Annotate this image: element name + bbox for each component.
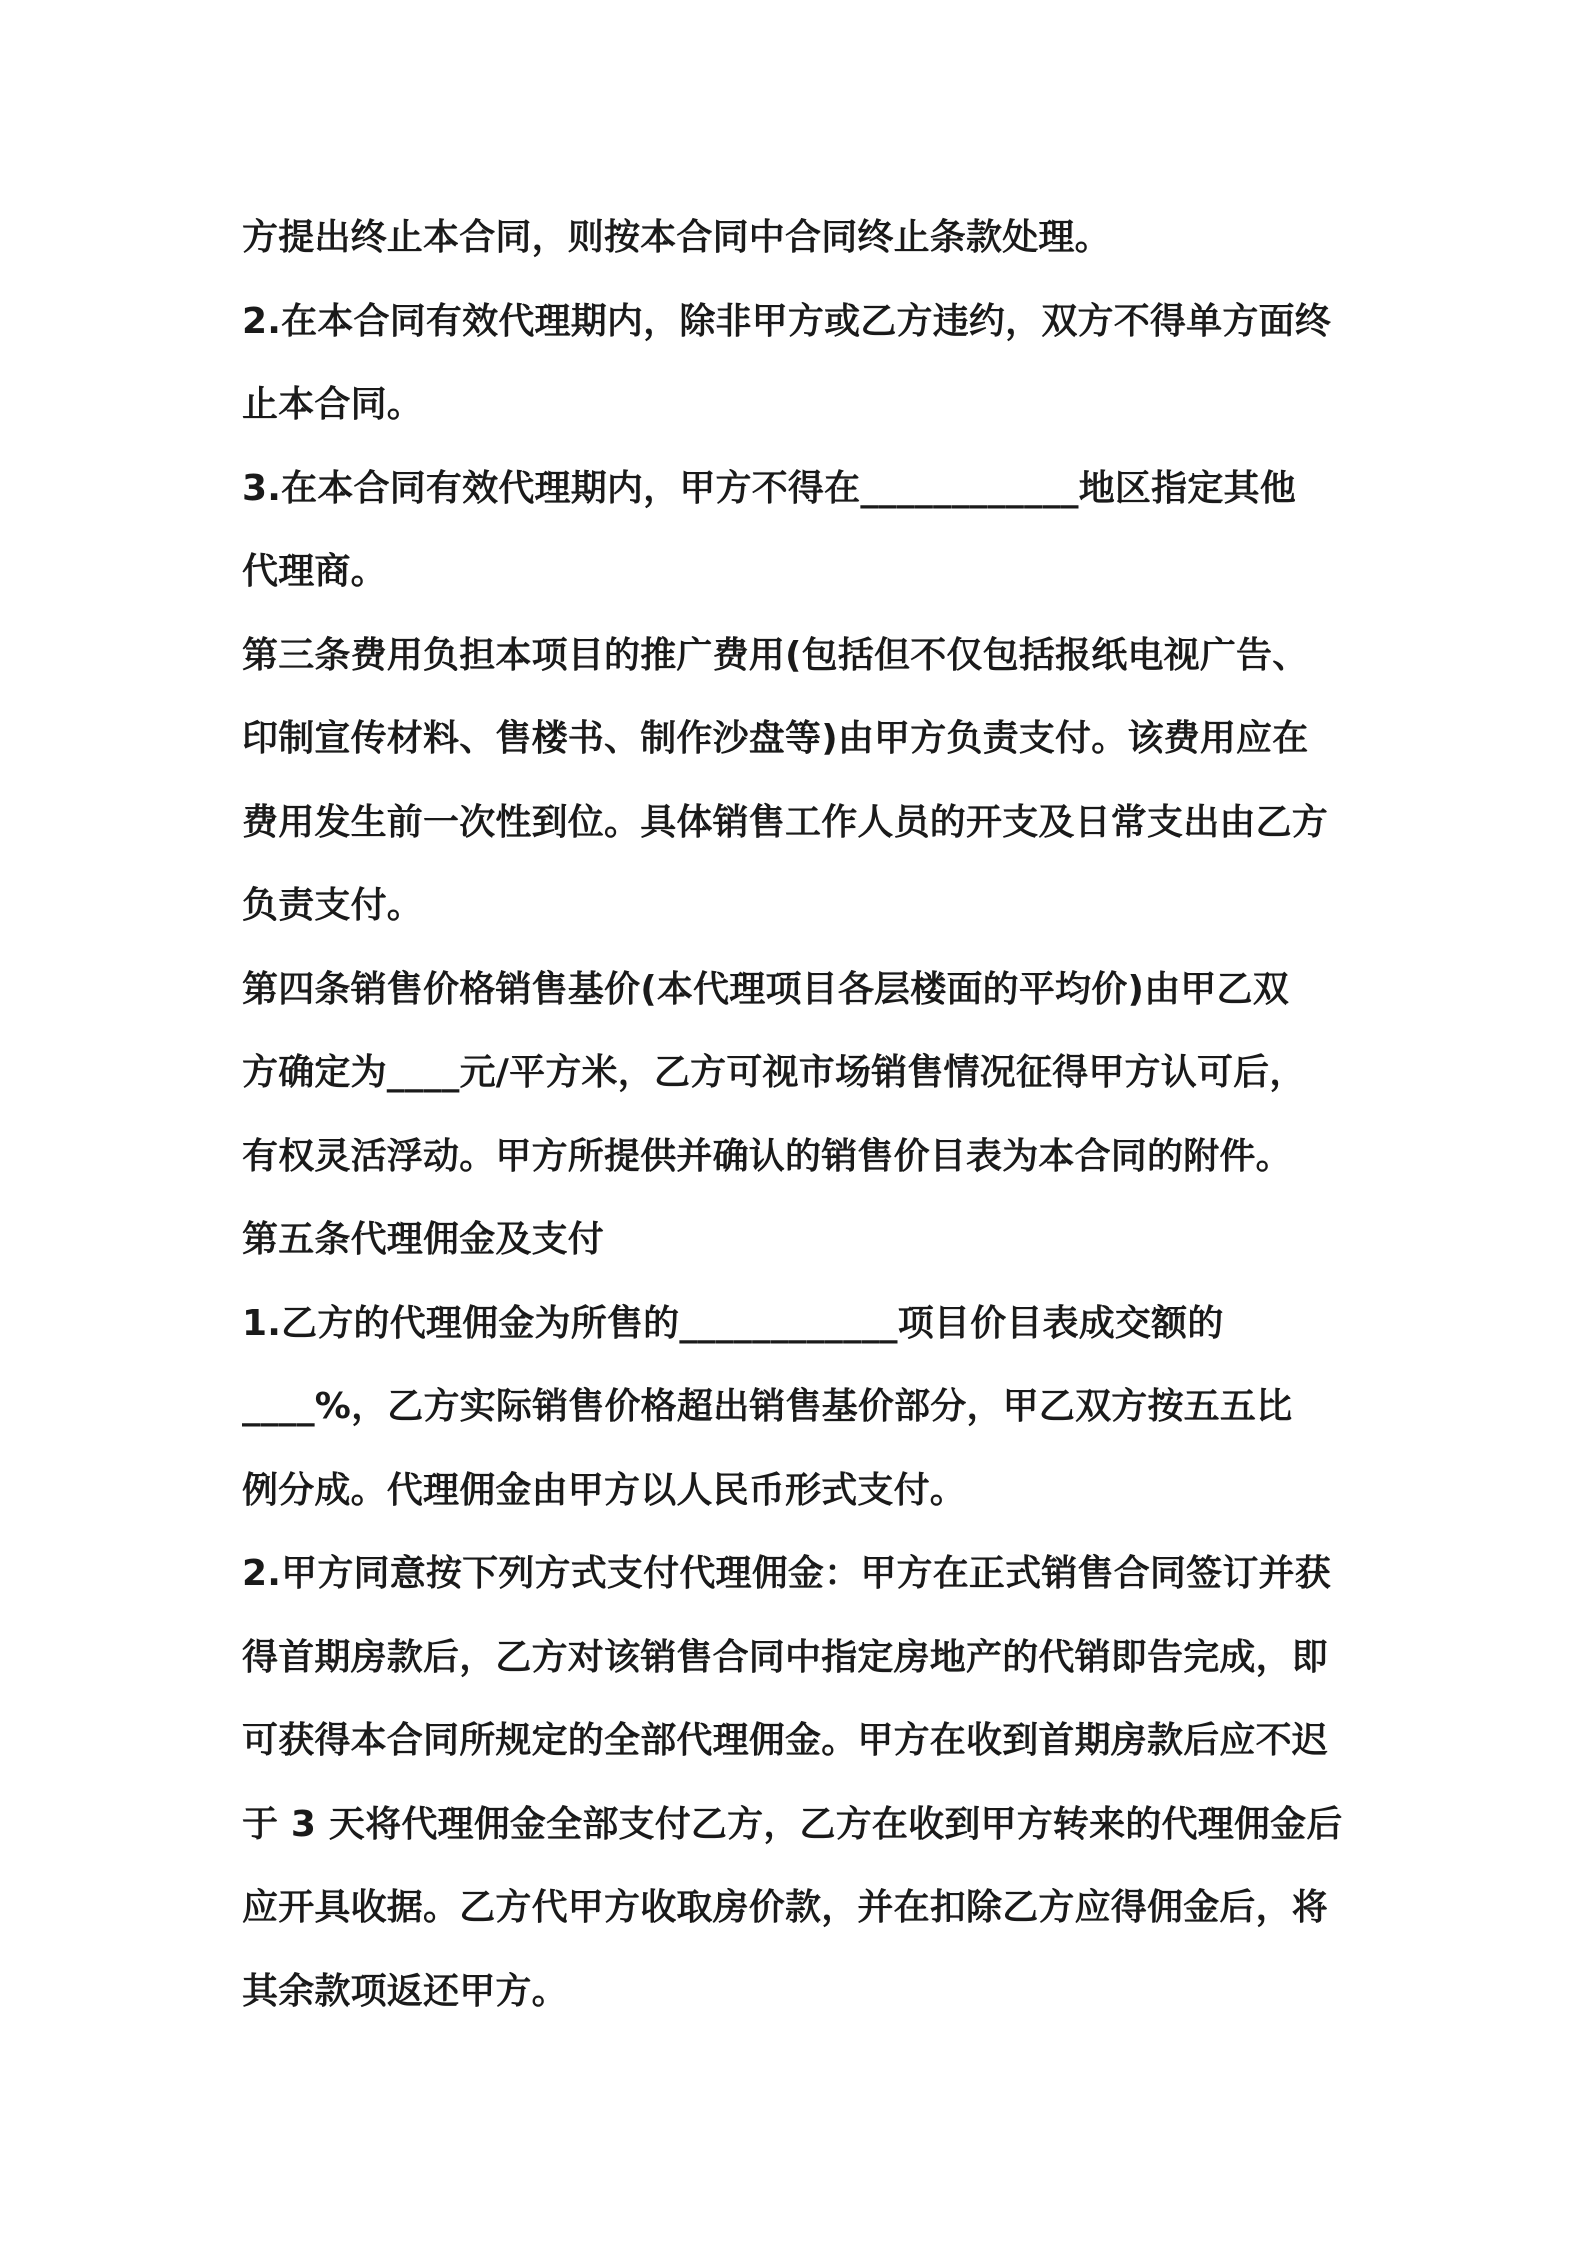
document-body	[242, 196, 1362, 2033]
text-line: 代理商。	[242, 551, 387, 592]
text-line: 方提出终止本合同，则按本合同中合同终止条款处理。	[242, 217, 1111, 258]
text-line: 2.甲方同意按下列方式支付代理佣金：甲方在正式销售合同签订并获	[242, 1553, 1331, 1594]
text-line: 印制宣传材料、售楼书、制作沙盘等)由甲方负责支付。该费用应在	[242, 718, 1309, 759]
text-line: 3.在本合同有效代理期内，甲方不得在____________地区指定其他	[242, 467, 1296, 509]
text-line: 例分成。代理佣金由甲方以人民币形式支付。	[242, 1469, 967, 1511]
text-line: 可获得本合同所规定的全部代理佣金。甲方在收到首期房款后应不迟	[242, 1720, 1329, 1761]
text-line: 费用发生前一次性到位。具体销售工作人员的开支及日常支出由乙方	[242, 801, 1329, 843]
text-line: 得首期房款后，乙方对该销售合同中指定房地产的代销即告完成，即	[242, 1636, 1329, 1678]
text-line: 于 3 天将代理佣金全部支付乙方，乙方在收到甲方转来的代理佣金后	[242, 1803, 1343, 1845]
text-line: 1.乙方的代理佣金为所售的____________项目价目表成交额的	[242, 1302, 1224, 1344]
text-line: 方确定为____元/平方米，乙方可视市场销售情况征得甲方认可后，	[242, 1052, 1306, 1093]
text-line: 第三条费用负担本项目的推广费用(包括但不仅包括报纸电视广告、	[242, 634, 1309, 676]
text-line: 应开具收据。乙方代甲方收取房价款，并在扣除乙方应得佣金后，将	[242, 1887, 1329, 1928]
text-line: 有权灵活浮动。甲方所提供并确认的销售价目表为本合同的附件。	[242, 1135, 1292, 1177]
text-line: 第四条销售价格销售基价(本代理项目各层楼面的平均价)由甲乙双	[242, 968, 1289, 1010]
text-line: ____%，乙方实际销售价格超出销售基价部分，甲乙双方按五五比	[242, 1386, 1293, 1427]
text-line: 第五条代理佣金及支付	[242, 1219, 605, 1260]
text-line: 止本合同。	[242, 384, 424, 425]
text-line: 其余款项返还甲方。	[242, 1970, 568, 2012]
text-line: 负责支付。	[242, 885, 424, 926]
text-line: 2.在本合同有效代理期内，除非甲方或乙方违约，双方不得单方面终	[242, 300, 1331, 342]
